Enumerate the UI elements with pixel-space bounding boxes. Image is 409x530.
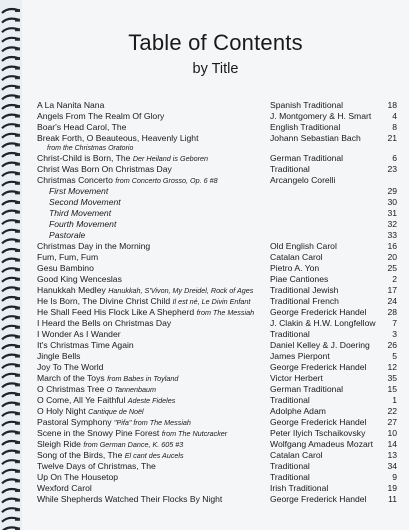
entry-title: [37, 111, 164, 122]
entry-title-text: Fum, Fum, Fum: [37, 252, 99, 262]
entry-page-number: 15: [387, 384, 397, 394]
entry-note: from Concerto Grosso, Op. 6 #8: [115, 176, 218, 185]
list-item: [37, 318, 397, 329]
entry-composer: J. Clakin & H.W. Longfellow: [270, 318, 376, 328]
entry-title-text: Song of the Birds, The: [37, 450, 123, 460]
entry-note: Der Heiland is Geboren: [132, 154, 208, 163]
entry-note: "Pifa" from The Messiah: [113, 418, 191, 427]
entry-title: [37, 153, 208, 164]
spiral-binding: [0, 0, 22, 530]
entry-title: [37, 329, 121, 340]
entry-title: [37, 494, 222, 505]
entry-title-text: I Wonder As I Wander: [37, 329, 121, 339]
entry-title-text: It's Christmas Time Again: [37, 340, 134, 350]
entry-composer: Victor Herbert: [270, 373, 323, 383]
entry-page-number: 31: [387, 208, 397, 218]
list-item: [37, 373, 397, 384]
entry-title-text: Pastorale: [49, 230, 86, 240]
entry-title-text: Good King Wenceslas: [37, 274, 122, 284]
entry-title-text: Scene in the Snowy Pine Forest: [37, 428, 160, 438]
entry-title: [49, 208, 111, 219]
entry-title: [37, 252, 98, 263]
entry-title: [37, 274, 122, 285]
list-item: [37, 144, 397, 153]
entry-page-number: 33: [387, 230, 397, 240]
entry-title-text: Second Movement: [49, 197, 121, 207]
entry-page-number: 22: [387, 406, 397, 416]
entry-title: [37, 450, 184, 461]
list-item: [37, 439, 397, 450]
entry-note: Cantique de Noël: [88, 407, 144, 416]
entry-note: from Babes in Toyland: [107, 374, 179, 383]
entry-title: [37, 439, 183, 450]
entry-page-number: 8: [392, 122, 397, 132]
entry-page-number: 32: [387, 219, 397, 229]
entry-title-text: Christmas Day in the Morning: [37, 241, 151, 251]
entry-title-text: Gesu Bambino: [37, 263, 94, 273]
entry-composer: Catalan Carol: [270, 450, 323, 460]
list-item: [37, 241, 397, 252]
entry-page-number: 18: [387, 100, 397, 110]
entry-page-number: 6: [392, 153, 397, 163]
entry-title: [37, 417, 191, 428]
entry-title-text: Christ-Child is Born, The: [37, 153, 131, 163]
entry-title: [49, 186, 108, 197]
entry-title: [37, 100, 104, 111]
entry-composer: Traditional Jewish: [270, 285, 339, 295]
list-item: [37, 285, 397, 296]
entry-title-text: Boar's Head Carol, The: [37, 122, 127, 132]
entry-title-text: Twelve Days of Christmas, The: [37, 461, 156, 471]
entry-composer: J. Montgomery & H. Smart: [270, 111, 372, 121]
entry-title: [37, 307, 254, 318]
list-item: [37, 197, 397, 208]
list-item: [37, 406, 397, 417]
entry-title: [37, 483, 92, 494]
entry-composer: Traditional: [270, 164, 310, 174]
entry-page-number: 14: [387, 439, 397, 449]
entry-composer: Arcangelo Corelli: [270, 175, 336, 185]
list-item: [37, 100, 397, 111]
entry-title: [37, 285, 253, 296]
list-item: [37, 164, 397, 175]
entry-title: [37, 384, 156, 395]
entry-page-number: 27: [387, 417, 397, 427]
entry-title-text: He Shall Feed His Flock Like A Shepherd: [37, 307, 195, 317]
document-page: [22, 0, 409, 530]
entry-composer: George Frederick Handel: [270, 307, 367, 317]
entry-composer: German Traditional: [270, 153, 344, 163]
entry-page-number: 29: [387, 186, 397, 196]
entry-title-text: Christmas Concerto: [37, 175, 113, 185]
list-item: [37, 122, 397, 133]
entry-page-number: 10: [387, 428, 397, 438]
entry-page-number: 25: [387, 263, 397, 273]
entry-title-text: I Heard the Bells on Christmas Day: [37, 318, 172, 328]
entry-title-text: Jingle Bells: [37, 351, 81, 361]
entry-title: [37, 351, 80, 362]
entry-note: O Tannenbaum: [106, 385, 157, 394]
entry-page-number: 16: [387, 241, 397, 251]
list-item: [37, 274, 397, 285]
list-item: [37, 450, 397, 461]
entry-title: [37, 472, 118, 483]
entry-title: [37, 133, 198, 144]
entry-page-number: 11: [388, 494, 397, 504]
entry-composer: Traditional French: [270, 296, 339, 306]
entry-page-number: 9: [392, 472, 397, 482]
entry-title: [49, 230, 85, 241]
entry-composer: Catalan Carol: [270, 252, 323, 262]
entry-page-number: 1: [392, 395, 397, 405]
entry-title-text: First Movement: [49, 186, 109, 196]
list-item: [37, 461, 397, 472]
page-subtitle: by Title: [192, 61, 239, 77]
entry-title-text: He Is Born, The Divine Christ Child: [37, 296, 171, 306]
entry-title-text: O Come, All Ye Faithful: [37, 395, 126, 405]
entry-title-text: Christ Was Born On Christmas Day: [37, 164, 172, 174]
entry-title-text: Fourth Movement: [49, 219, 117, 229]
entry-title: [37, 122, 126, 133]
entry-title: from the Christmas Oratorio: [47, 145, 134, 152]
entry-title: [49, 197, 121, 208]
entry-title: [37, 428, 227, 439]
entry-page-number: 5: [392, 351, 397, 361]
entry-page-number: 19: [387, 483, 397, 493]
entry-title-text: O Christmas Tree: [37, 384, 105, 394]
entry-title-text: March of the Toys: [37, 373, 105, 383]
entry-composer: James Pierpont: [270, 351, 330, 361]
list-item: [37, 133, 397, 144]
entry-title-text: Up On The Housetop: [37, 472, 119, 482]
entry-composer: Traditional: [270, 395, 310, 405]
page-title: Table of Contents: [128, 30, 303, 55]
entry-composer: Traditional: [270, 461, 310, 471]
entry-page-number: 13: [387, 450, 397, 460]
entry-note: Hanukkah, S'Vivon, My Dreidel, Rock of Ages: [108, 286, 254, 295]
entry-page-number: 35: [387, 373, 397, 383]
list-item: [37, 186, 397, 197]
entry-title-text: Break Forth, O Beauteous, Heavenly Light: [37, 133, 199, 143]
list-item: [37, 340, 397, 351]
entry-title: [37, 340, 134, 351]
entry-title-text: Hanukkah Medley: [37, 285, 106, 295]
entry-page-number: 23: [387, 164, 397, 174]
entry-page-number: 17: [387, 285, 397, 295]
contents-list: [37, 100, 397, 505]
entry-title: [37, 296, 250, 307]
entry-composer: Adolphe Adam: [270, 406, 326, 416]
entry-composer: Peter Ilyich Tschaikovsky: [270, 428, 366, 438]
list-item: [37, 230, 397, 241]
entry-composer: Old English Carol: [270, 241, 337, 251]
list-item: [37, 111, 397, 122]
entry-title: [37, 373, 178, 384]
entry-title: [37, 406, 144, 417]
entry-note: Adeste Fideles: [127, 396, 176, 405]
entry-title: [37, 362, 103, 373]
list-item: [37, 483, 397, 494]
list-item: [37, 175, 397, 186]
entry-title: [37, 461, 156, 472]
entry-note: El cant des Aucels: [124, 451, 184, 460]
list-item: [37, 362, 397, 373]
entry-title: [37, 164, 172, 175]
entry-composer: Irish Traditional: [270, 483, 329, 493]
entry-page-number: 26: [387, 340, 397, 350]
entry-page-number: 30: [387, 197, 397, 207]
entry-composer: George Frederick Handel: [270, 494, 367, 504]
list-item: [37, 252, 397, 263]
entry-composer: George Frederick Handel: [270, 417, 367, 427]
entry-composer: German Traditional: [270, 384, 344, 394]
entry-title: [49, 219, 116, 230]
list-item: [37, 472, 397, 483]
entry-title-text: Pastoral Symphony: [37, 417, 112, 427]
entry-title-text: Angels From The Realm Of Glory: [37, 111, 165, 121]
list-item: [37, 153, 397, 164]
entry-page-number: 4: [392, 111, 397, 121]
entry-title: [37, 263, 94, 274]
entry-composer: English Traditional: [270, 122, 341, 132]
entry-title-text: O Holy Night: [37, 406, 86, 416]
entry-title-text: A La Nanita Nana: [37, 100, 105, 110]
list-item: [37, 296, 397, 307]
list-item: [37, 428, 397, 439]
entry-composer: Johann Sebastian Bach: [270, 133, 361, 143]
entry-composer: Piae Cantiones: [270, 274, 329, 284]
entry-page-number: 2: [392, 274, 397, 284]
entry-title-text: Joy To The World: [37, 362, 104, 372]
list-item: [37, 351, 397, 362]
entry-page-number: 21: [387, 133, 397, 143]
entry-title-text: Wexford Carol: [37, 483, 92, 493]
entry-note: Il est né, Le Divin Enfant: [172, 297, 251, 306]
list-item: [37, 208, 397, 219]
entry-page-number: 28: [387, 307, 397, 317]
entry-composer: Daniel Kelley & J. Doering: [270, 340, 370, 350]
entry-page-number: 34: [387, 461, 397, 471]
entry-note: from The Messiah: [196, 308, 255, 317]
list-item: [37, 307, 397, 318]
list-item: [37, 384, 397, 395]
entry-note: from German Dance, K. 605 #3: [83, 440, 184, 449]
entry-composer: Spanish Traditional: [270, 100, 344, 110]
list-item: [37, 417, 397, 428]
entry-title: [37, 241, 150, 252]
list-item: [37, 263, 397, 274]
entry-page-number: 20: [387, 252, 397, 262]
list-item: [37, 329, 397, 340]
entry-title: [37, 175, 218, 186]
entry-page-number: 24: [387, 296, 397, 306]
entry-composer: Traditional: [270, 329, 310, 339]
entry-composer: Pietro A. Yon: [270, 263, 320, 273]
entry-page-number: 3: [392, 329, 397, 339]
list-item: [37, 395, 397, 406]
entry-composer: Wolfgang Amadeus Mozart: [270, 439, 374, 449]
entry-page-number: 12: [387, 362, 397, 372]
list-item: [37, 494, 397, 505]
entry-composer: Traditional: [270, 472, 310, 482]
entry-composer: George Frederick Handel: [270, 362, 367, 372]
entry-title: [37, 318, 171, 329]
entry-title-text: Third Movement: [49, 208, 112, 218]
entry-page-number: 7: [392, 318, 397, 328]
entry-title: [37, 395, 175, 406]
entry-title-text: While Shepherds Watched Their Flocks By Night: [37, 494, 223, 504]
entry-note: from The Nutcracker: [161, 429, 228, 438]
entry-title-text: Sleigh Ride: [37, 439, 81, 449]
list-item: [37, 219, 397, 230]
